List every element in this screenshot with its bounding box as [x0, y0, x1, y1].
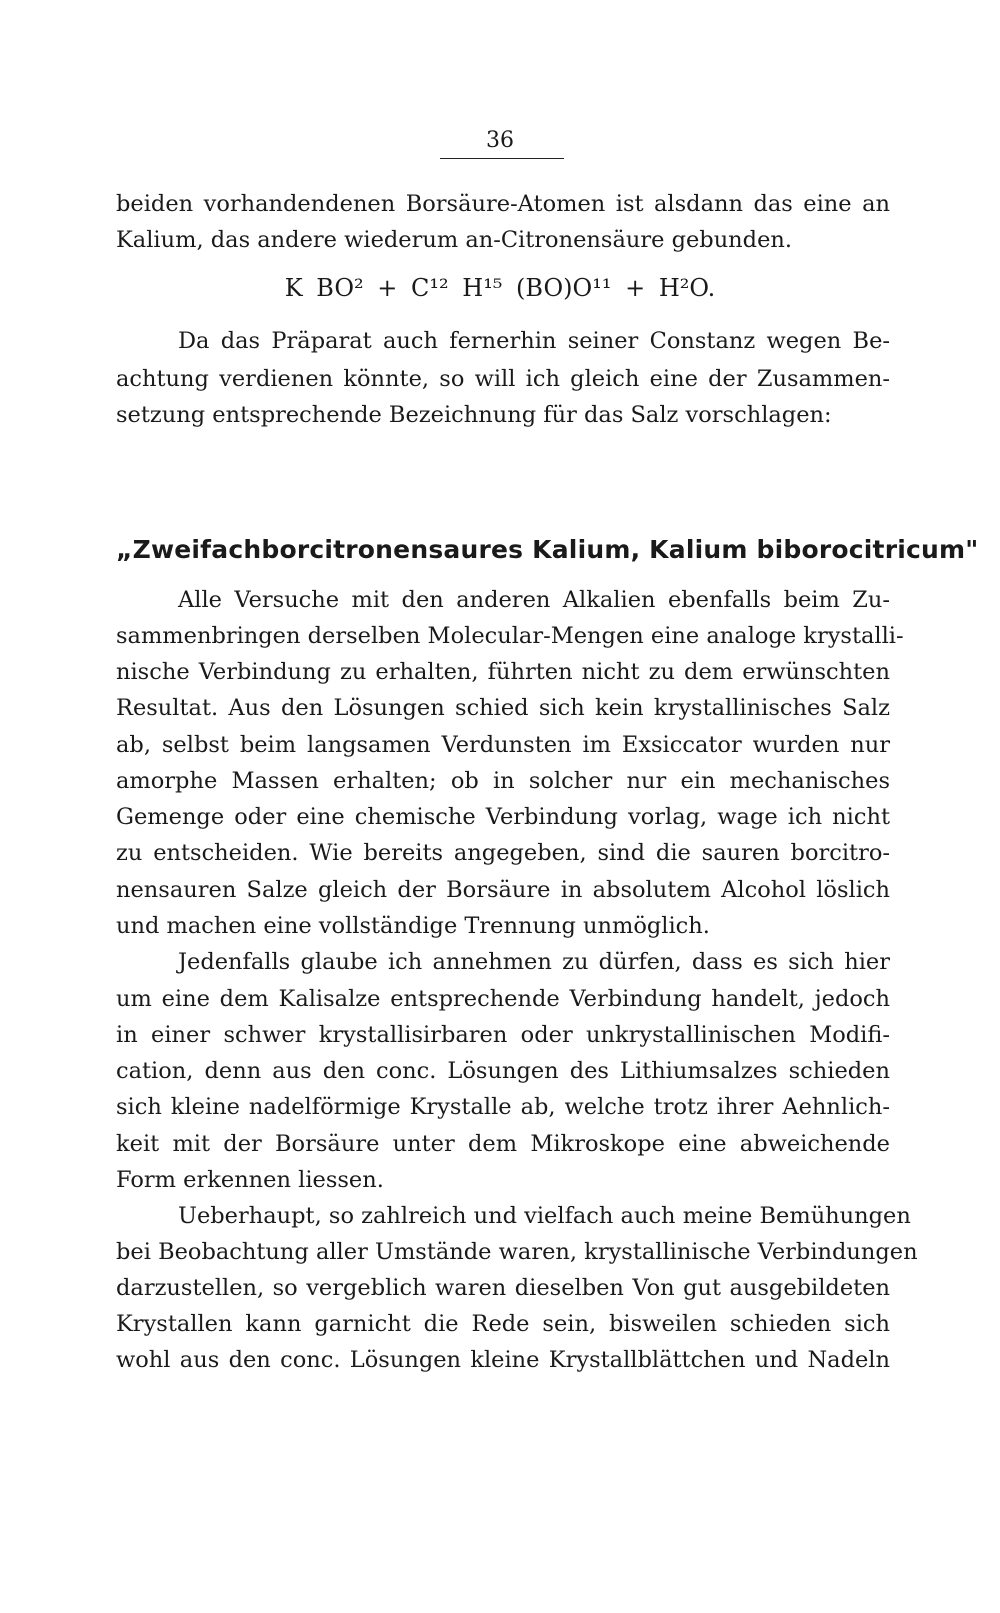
text-line: nensauren Salze gleich der Borsäure in absolutem Alcohol löslich	[116, 877, 890, 903]
text-line: Form erkennen liessen.	[116, 1167, 384, 1193]
text-line: Krystallen kann garnicht die Rede sein, bisweilen schieden sich	[116, 1311, 890, 1337]
text-line: bei Beobachtung aller Umstände waren, krystallinische Verbindungen	[116, 1239, 918, 1265]
text-line: cation, denn aus den conc. Lösungen des Lithiumsalzes schieden	[116, 1058, 890, 1084]
text-line: Da das Präparat auch fernerhin seiner Constanz wegen Be-	[178, 328, 890, 354]
chemical-formula: K BO² + C¹² H¹⁵ (BO)O¹¹ + H²O.	[284, 274, 716, 302]
salt-name-heading: „Zweifachborcitronensaures Kalium, Kalium biborocitricum"	[116, 535, 979, 564]
page-number-rule	[440, 158, 564, 159]
text-line: Gemenge oder eine chemische Verbindung vorlag, wage ich nicht	[116, 804, 890, 830]
page-number: 36	[486, 128, 514, 153]
text-line: sich kleine nadelförmige Krystalle ab, welche trotz ihrer Aehnlich-	[116, 1094, 890, 1120]
text-line: Resultat. Aus den Lösungen schied sich kein krystallinisches Salz	[116, 695, 890, 721]
text-line: Jedenfalls glaube ich annehmen zu dürfen, dass es sich hier	[178, 949, 890, 975]
text-line: nische Verbindung zu erhalten, führten nicht zu dem erwünschten	[116, 659, 890, 685]
text-line: sammenbringen derselben Molecular-Mengen eine analoge krystalli-	[116, 623, 904, 649]
text-line: Kalium, das andere wiederum an-Citronensäure gebunden.	[116, 227, 793, 253]
text-line: beiden vorhandendenen Borsäure-Atomen ist alsdann das eine an	[116, 191, 890, 217]
text-line: setzung entsprechende Bezeichnung für das Salz vorschlagen:	[116, 402, 832, 428]
text-line: amorphe Massen erhalten; ob in solcher nur ein mechanisches	[116, 768, 890, 794]
text-line: und machen eine vollständige Trennung unmöglich.	[116, 913, 710, 939]
text-line: Alle Versuche mit den anderen Alkalien ebenfalls beim Zu-	[178, 587, 890, 613]
text-line: Ueberhaupt, so zahlreich und vielfach auch meine Bemühungen	[178, 1203, 911, 1229]
text-line: darzustellen, so vergeblich waren dieselben Von gut ausgebildeten	[116, 1275, 890, 1301]
text-line: in einer schwer krystallisirbaren oder unkrystallinischen Modifi-	[116, 1022, 890, 1048]
text-line: keit mit der Borsäure unter dem Mikroskope eine abweichende	[116, 1131, 890, 1157]
text-line: zu entscheiden. Wie bereits angegeben, sind die sauren borcitro-	[116, 840, 890, 866]
text-line: wohl aus den conc. Lösungen kleine Krystallblättchen und Nadeln	[116, 1347, 890, 1373]
text-line: ab, selbst beim langsamen Verdunsten im Exsiccator wurden nur	[116, 732, 890, 758]
text-line: um eine dem Kalisalze entsprechende Verbindung handelt, jedoch	[116, 986, 890, 1012]
text-line: achtung verdienen könnte, so will ich gleich eine der Zusammen-	[116, 366, 890, 392]
